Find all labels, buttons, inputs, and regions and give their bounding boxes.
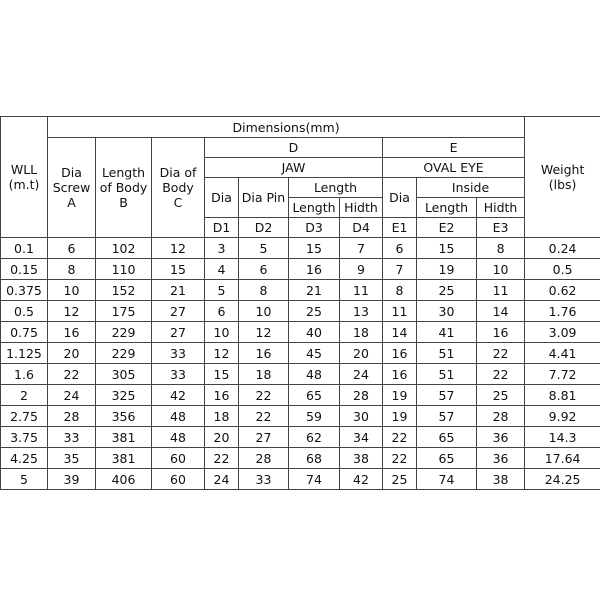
header-dia-screw-line2: Screw bbox=[52, 180, 91, 195]
cell-length-of-body: 356 bbox=[96, 406, 152, 427]
cell-d3: 48 bbox=[289, 364, 340, 385]
cell-d2: 22 bbox=[239, 385, 289, 406]
cell-weight: 0.62 bbox=[525, 280, 600, 301]
cell-dia-screw: 8 bbox=[48, 259, 96, 280]
cell-dia-of-body: 48 bbox=[152, 406, 205, 427]
cell-weight: 4.41 bbox=[525, 343, 600, 364]
cell-d1: 5 bbox=[205, 280, 239, 301]
cell-d4: 9 bbox=[340, 259, 383, 280]
table-row bbox=[1, 280, 600, 301]
cell-e1: 22 bbox=[383, 427, 417, 448]
header-jaw-dia-pin: Dia Pin bbox=[239, 178, 289, 218]
cell-dia-of-body: 48 bbox=[152, 427, 205, 448]
cell-e3: 10 bbox=[477, 259, 525, 280]
cell-wll: 0.375 bbox=[1, 280, 48, 301]
header-oval-eye: OVAL EYE bbox=[383, 158, 525, 178]
header-jaw-hidth: Hidth bbox=[340, 198, 383, 218]
cell-d1: 22 bbox=[205, 448, 239, 469]
cell-e2: 57 bbox=[417, 385, 477, 406]
cell-wll: 0.5 bbox=[1, 301, 48, 322]
cell-e1: 19 bbox=[383, 385, 417, 406]
cell-e2: 25 bbox=[417, 280, 477, 301]
cell-d4: 38 bbox=[340, 448, 383, 469]
cell-weight: 7.72 bbox=[525, 364, 600, 385]
header-eye-inside: Inside bbox=[417, 178, 525, 198]
cell-d1: 4 bbox=[205, 259, 239, 280]
header-jaw-dia: Dia bbox=[205, 178, 239, 218]
header-length-of-body-line2: of Body bbox=[99, 180, 148, 195]
header-code-d3: D3 bbox=[289, 218, 340, 238]
cell-dia-of-body: 15 bbox=[152, 259, 205, 280]
header-eye-dia: Dia bbox=[383, 178, 417, 218]
cell-d3: 45 bbox=[289, 343, 340, 364]
cell-e3: 22 bbox=[477, 343, 525, 364]
cell-dia-screw: 16 bbox=[48, 322, 96, 343]
cell-d2: 5 bbox=[239, 238, 289, 259]
cell-d2: 27 bbox=[239, 427, 289, 448]
cell-d2: 6 bbox=[239, 259, 289, 280]
cell-d4: 18 bbox=[340, 322, 383, 343]
cell-d3: 62 bbox=[289, 427, 340, 448]
cell-dia-screw: 24 bbox=[48, 385, 96, 406]
cell-e3: 14 bbox=[477, 301, 525, 322]
cell-wll: 1.125 bbox=[1, 343, 48, 364]
header-wll bbox=[1, 117, 48, 238]
cell-dia-of-body: 33 bbox=[152, 343, 205, 364]
cell-wll: 2 bbox=[1, 385, 48, 406]
cell-e2: 30 bbox=[417, 301, 477, 322]
cell-wll: 0.15 bbox=[1, 259, 48, 280]
cell-e2: 65 bbox=[417, 448, 477, 469]
cell-e3: 8 bbox=[477, 238, 525, 259]
cell-length-of-body: 229 bbox=[96, 343, 152, 364]
cell-length-of-body: 152 bbox=[96, 280, 152, 301]
cell-weight: 3.09 bbox=[525, 322, 600, 343]
cell-e1: 16 bbox=[383, 343, 417, 364]
cell-dia-of-body: 27 bbox=[152, 322, 205, 343]
header-dia-of-body bbox=[152, 138, 205, 238]
cell-d3: 15 bbox=[289, 238, 340, 259]
cell-d3: 74 bbox=[289, 469, 340, 490]
header-code-d1: D1 bbox=[205, 218, 239, 238]
cell-dia-of-body: 60 bbox=[152, 448, 205, 469]
cell-length-of-body: 406 bbox=[96, 469, 152, 490]
cell-weight: 9.92 bbox=[525, 406, 600, 427]
header-weight bbox=[525, 117, 600, 238]
cell-e1: 16 bbox=[383, 364, 417, 385]
cell-e2: 65 bbox=[417, 427, 477, 448]
header-e: E bbox=[383, 138, 525, 158]
header-dia-screw bbox=[48, 138, 96, 238]
cell-e2: 19 bbox=[417, 259, 477, 280]
specification-table bbox=[0, 116, 600, 490]
cell-d3: 65 bbox=[289, 385, 340, 406]
cell-dia-screw: 22 bbox=[48, 364, 96, 385]
cell-d4: 13 bbox=[340, 301, 383, 322]
cell-d2: 18 bbox=[239, 364, 289, 385]
cell-d2: 33 bbox=[239, 469, 289, 490]
table-row bbox=[1, 448, 600, 469]
cell-wll: 2.75 bbox=[1, 406, 48, 427]
cell-d4: 20 bbox=[340, 343, 383, 364]
cell-d3: 68 bbox=[289, 448, 340, 469]
cell-d1: 20 bbox=[205, 427, 239, 448]
cell-wll: 0.1 bbox=[1, 238, 48, 259]
cell-d2: 10 bbox=[239, 301, 289, 322]
cell-d4: 11 bbox=[340, 280, 383, 301]
table-row bbox=[1, 259, 600, 280]
cell-d2: 22 bbox=[239, 406, 289, 427]
cell-e3: 16 bbox=[477, 322, 525, 343]
cell-d3: 59 bbox=[289, 406, 340, 427]
cell-e1: 7 bbox=[383, 259, 417, 280]
cell-length-of-body: 381 bbox=[96, 427, 152, 448]
cell-wll: 5 bbox=[1, 469, 48, 490]
cell-length-of-body: 381 bbox=[96, 448, 152, 469]
cell-weight: 8.81 bbox=[525, 385, 600, 406]
cell-d4: 24 bbox=[340, 364, 383, 385]
cell-e3: 22 bbox=[477, 364, 525, 385]
table-row bbox=[1, 406, 600, 427]
header-dia-of-body-line3: C bbox=[173, 195, 183, 210]
cell-dia-screw: 6 bbox=[48, 238, 96, 259]
header-length-of-body-line1: Length bbox=[101, 165, 146, 180]
cell-wll: 1.6 bbox=[1, 364, 48, 385]
cell-weight: 17.64 bbox=[525, 448, 600, 469]
cell-weight: 0.24 bbox=[525, 238, 600, 259]
cell-dia-screw: 39 bbox=[48, 469, 96, 490]
cell-e2: 57 bbox=[417, 406, 477, 427]
cell-e2: 51 bbox=[417, 343, 477, 364]
table-row bbox=[1, 301, 600, 322]
cell-d3: 16 bbox=[289, 259, 340, 280]
header-d: D bbox=[205, 138, 383, 158]
header-wll-line2: (m.t) bbox=[8, 177, 40, 192]
header-length-of-body-line3: B bbox=[119, 195, 128, 210]
cell-length-of-body: 229 bbox=[96, 322, 152, 343]
cell-dia-screw: 12 bbox=[48, 301, 96, 322]
cell-dia-of-body: 60 bbox=[152, 469, 205, 490]
header-eye-length: Length bbox=[417, 198, 477, 218]
cell-e2: 74 bbox=[417, 469, 477, 490]
cell-d4: 28 bbox=[340, 385, 383, 406]
cell-d3: 40 bbox=[289, 322, 340, 343]
table-row bbox=[1, 427, 600, 448]
cell-d1: 16 bbox=[205, 385, 239, 406]
header-jaw-length-group: Length bbox=[289, 178, 383, 198]
cell-e1: 8 bbox=[383, 280, 417, 301]
header-dia-screw-line3: A bbox=[67, 195, 76, 210]
cell-dia-of-body: 42 bbox=[152, 385, 205, 406]
table-row bbox=[1, 343, 600, 364]
cell-e2: 15 bbox=[417, 238, 477, 259]
cell-e3: 36 bbox=[477, 427, 525, 448]
cell-weight: 14.3 bbox=[525, 427, 600, 448]
cell-d1: 18 bbox=[205, 406, 239, 427]
cell-dia-of-body: 21 bbox=[152, 280, 205, 301]
cell-d2: 16 bbox=[239, 343, 289, 364]
cell-e2: 51 bbox=[417, 364, 477, 385]
cell-dia-screw: 28 bbox=[48, 406, 96, 427]
cell-length-of-body: 305 bbox=[96, 364, 152, 385]
cell-e3: 11 bbox=[477, 280, 525, 301]
cell-e1: 14 bbox=[383, 322, 417, 343]
cell-e1: 11 bbox=[383, 301, 417, 322]
cell-d1: 15 bbox=[205, 364, 239, 385]
cell-d4: 42 bbox=[340, 469, 383, 490]
cell-d2: 28 bbox=[239, 448, 289, 469]
cell-e2: 41 bbox=[417, 322, 477, 343]
header-length-of-body bbox=[96, 138, 152, 238]
cell-weight: 0.5 bbox=[525, 259, 600, 280]
cell-dia-of-body: 12 bbox=[152, 238, 205, 259]
cell-length-of-body: 102 bbox=[96, 238, 152, 259]
header-code-d4: D4 bbox=[340, 218, 383, 238]
cell-dia-screw: 20 bbox=[48, 343, 96, 364]
cell-d2: 12 bbox=[239, 322, 289, 343]
header-code-e3: E3 bbox=[477, 218, 525, 238]
table-row bbox=[1, 238, 600, 259]
header-dia-screw-line1: Dia bbox=[61, 165, 82, 180]
cell-dia-of-body: 27 bbox=[152, 301, 205, 322]
cell-dia-screw: 35 bbox=[48, 448, 96, 469]
cell-e3: 25 bbox=[477, 385, 525, 406]
cell-d1: 10 bbox=[205, 322, 239, 343]
header-eye-hidth: Hidth bbox=[477, 198, 525, 218]
cell-e3: 28 bbox=[477, 406, 525, 427]
table-row bbox=[1, 385, 600, 406]
cell-dia-screw: 10 bbox=[48, 280, 96, 301]
cell-e1: 22 bbox=[383, 448, 417, 469]
cell-wll: 0.75 bbox=[1, 322, 48, 343]
header-code-e1: E1 bbox=[383, 218, 417, 238]
cell-weight: 24.25 bbox=[525, 469, 600, 490]
cell-e3: 38 bbox=[477, 469, 525, 490]
cell-d4: 7 bbox=[340, 238, 383, 259]
cell-e1: 19 bbox=[383, 406, 417, 427]
cell-d1: 3 bbox=[205, 238, 239, 259]
header-code-d2: D2 bbox=[239, 218, 289, 238]
cell-length-of-body: 175 bbox=[96, 301, 152, 322]
cell-e3: 36 bbox=[477, 448, 525, 469]
cell-d4: 30 bbox=[340, 406, 383, 427]
cell-d1: 24 bbox=[205, 469, 239, 490]
header-weight-line2: (lbs) bbox=[548, 177, 577, 192]
cell-d4: 34 bbox=[340, 427, 383, 448]
header-jaw: JAW bbox=[205, 158, 383, 178]
cell-d1: 6 bbox=[205, 301, 239, 322]
cell-e1: 25 bbox=[383, 469, 417, 490]
cell-length-of-body: 110 bbox=[96, 259, 152, 280]
cell-d1: 12 bbox=[205, 343, 239, 364]
header-wll-line1: WLL bbox=[10, 162, 38, 177]
table-row bbox=[1, 469, 600, 490]
cell-weight: 1.76 bbox=[525, 301, 600, 322]
cell-d2: 8 bbox=[239, 280, 289, 301]
table-row bbox=[1, 322, 600, 343]
header-dimensions: Dimensions(mm) bbox=[48, 117, 525, 138]
cell-length-of-body: 325 bbox=[96, 385, 152, 406]
header-weight-line1: Weight bbox=[540, 162, 585, 177]
cell-d3: 21 bbox=[289, 280, 340, 301]
table-row bbox=[1, 364, 600, 385]
header-dia-of-body-line1: Dia of bbox=[159, 165, 197, 180]
cell-dia-screw: 33 bbox=[48, 427, 96, 448]
header-dia-of-body-line2: Body bbox=[162, 180, 194, 195]
cell-d3: 25 bbox=[289, 301, 340, 322]
header-code-e2: E2 bbox=[417, 218, 477, 238]
cell-wll: 3.75 bbox=[1, 427, 48, 448]
cell-wll: 4.25 bbox=[1, 448, 48, 469]
cell-dia-of-body: 33 bbox=[152, 364, 205, 385]
header-jaw-length: Length bbox=[289, 198, 340, 218]
cell-e1: 6 bbox=[383, 238, 417, 259]
